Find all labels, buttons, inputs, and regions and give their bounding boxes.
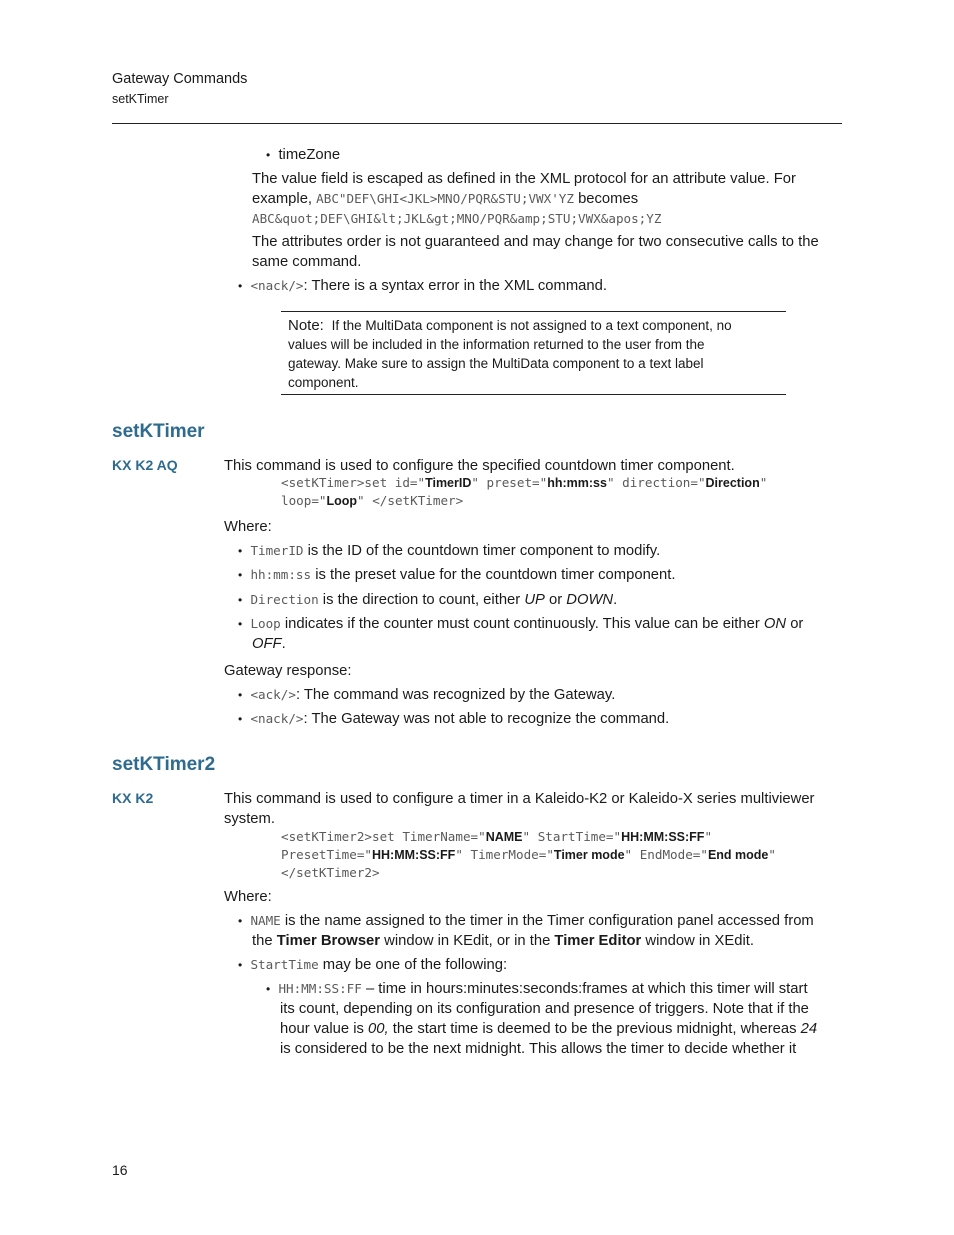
page-number: 16 [112,1162,128,1178]
section-title-setktimer: setKTimer [112,421,205,442]
list-item: • StartTime may be one of the following: [238,957,508,973]
list-item: • HH:MM:SS:FF – time in hours:minutes:seconds:frames at which this timer will start its count, depending on its configuration and presence of triggers. Note that if the hour value is 00, the start time is deemed to be the previous midnight, whereas 24 is considered to be the next midnight. This allows the timer to decide whether it [266,981,818,1057]
bullet-icon: • [238,958,243,972]
escape-paragraph [252,169,847,229]
list-item: • TimerID is the ID of the countdown timer component to modify. [238,543,661,559]
where-label: Where: [224,889,272,905]
list-item [266,145,340,165]
list-item: • NAME is the name assigned to the timer in the Timer configuration panel accessed from the Timer Browser window in KEdit, or in the Timer Editor window in XEdit. [238,913,814,949]
list-item: • <ack/>: The command was recognized by the Gateway. [238,687,616,703]
escape-line-1: The value field is escaped as defined in the XML protocol for an attribute value. For [252,171,796,187]
note-label: Note: [288,317,324,334]
list-item: • Loop indicates if the counter must count continuously. This value can be either ON or OFF. [238,616,804,652]
header-rule [112,123,842,124]
gateway-response-label: Gateway response: [224,663,352,679]
bullet-icon: • [238,688,243,702]
nack-code: <nack/> [250,278,304,293]
section-title-setktimer2: setKTimer2 [112,754,216,775]
escape-result-code: ABC&quot;DEF\GHI&lt;JKL&gt;MNO/PQR&amp;STU;VWX&apos;YZ [252,211,662,226]
order-paragraph [252,232,847,272]
note-text: Note: If the MultiData component is not assigned to a text component, no values will be included in the information returned to the user from the gateway. Make sure to assign the MultiData component to a text label component. [288,317,732,390]
bullet-icon: • [266,148,271,162]
bullet-icon: • [238,617,243,631]
list-item: • Direction is the direction to count, either UP or DOWN. [238,592,618,608]
setktimer-syntax: <setKTimer>set id="TimerID" preset="hh:mm:ss" direction="Direction" loop="Loop" </setKTimer> [281,475,768,508]
running-header-subtitle: setKTimer [112,92,169,106]
platform-label: KX K2 [112,790,154,806]
bullet-icon: • [238,544,243,558]
running-header-title: Gateway Commands [112,71,248,87]
bullet-icon: • [238,593,243,607]
bullet-icon: • [238,279,243,293]
setktimer-description: This command is used to configure the specified countdown timer component. [224,458,735,474]
where-label: Where: [224,519,272,535]
order-line-1: The attributes order is not guaranteed and may change for two consecutive calls to the [252,234,819,250]
platform-label: KX K2 AQ [112,457,178,473]
timezone-item: timeZone [278,147,341,163]
nack-text: : There is a syntax error in the XML command. [303,278,607,294]
order-line-2: same command. [252,254,362,270]
list-item: • <nack/>: The Gateway was not able to recognize the command. [238,711,670,727]
bullet-icon: • [266,982,271,996]
escape-example-code: ABC"DEF\GHI<JKL>MNO/PQR&STU;VWX'YZ [316,191,574,206]
setktimer2-description: This command is used to configure a timer in a Kaleido-K2 or Kaleido-X series multiviewer system. [224,791,815,827]
bullet-icon: • [238,914,243,928]
list-item: • hh:mm:ss is the preset value for the countdown timer component. [238,567,676,583]
escape-line-2: example, ABC"DEF\GHI<JKL>MNO/PQR&STU;VWX'YZ becomes [252,191,639,207]
bullet-icon: • [238,712,243,726]
bullet-icon: • [238,568,243,582]
setktimer2-syntax: <setKTimer2>set TimerName="NAME" StartTime="HH:MM:SS:FF" PresetTime="HH:MM:SS:FF" TimerMode="Timer mode" EndMode="End mode" </setKTimer2> [281,829,776,880]
list-item [238,276,607,296]
